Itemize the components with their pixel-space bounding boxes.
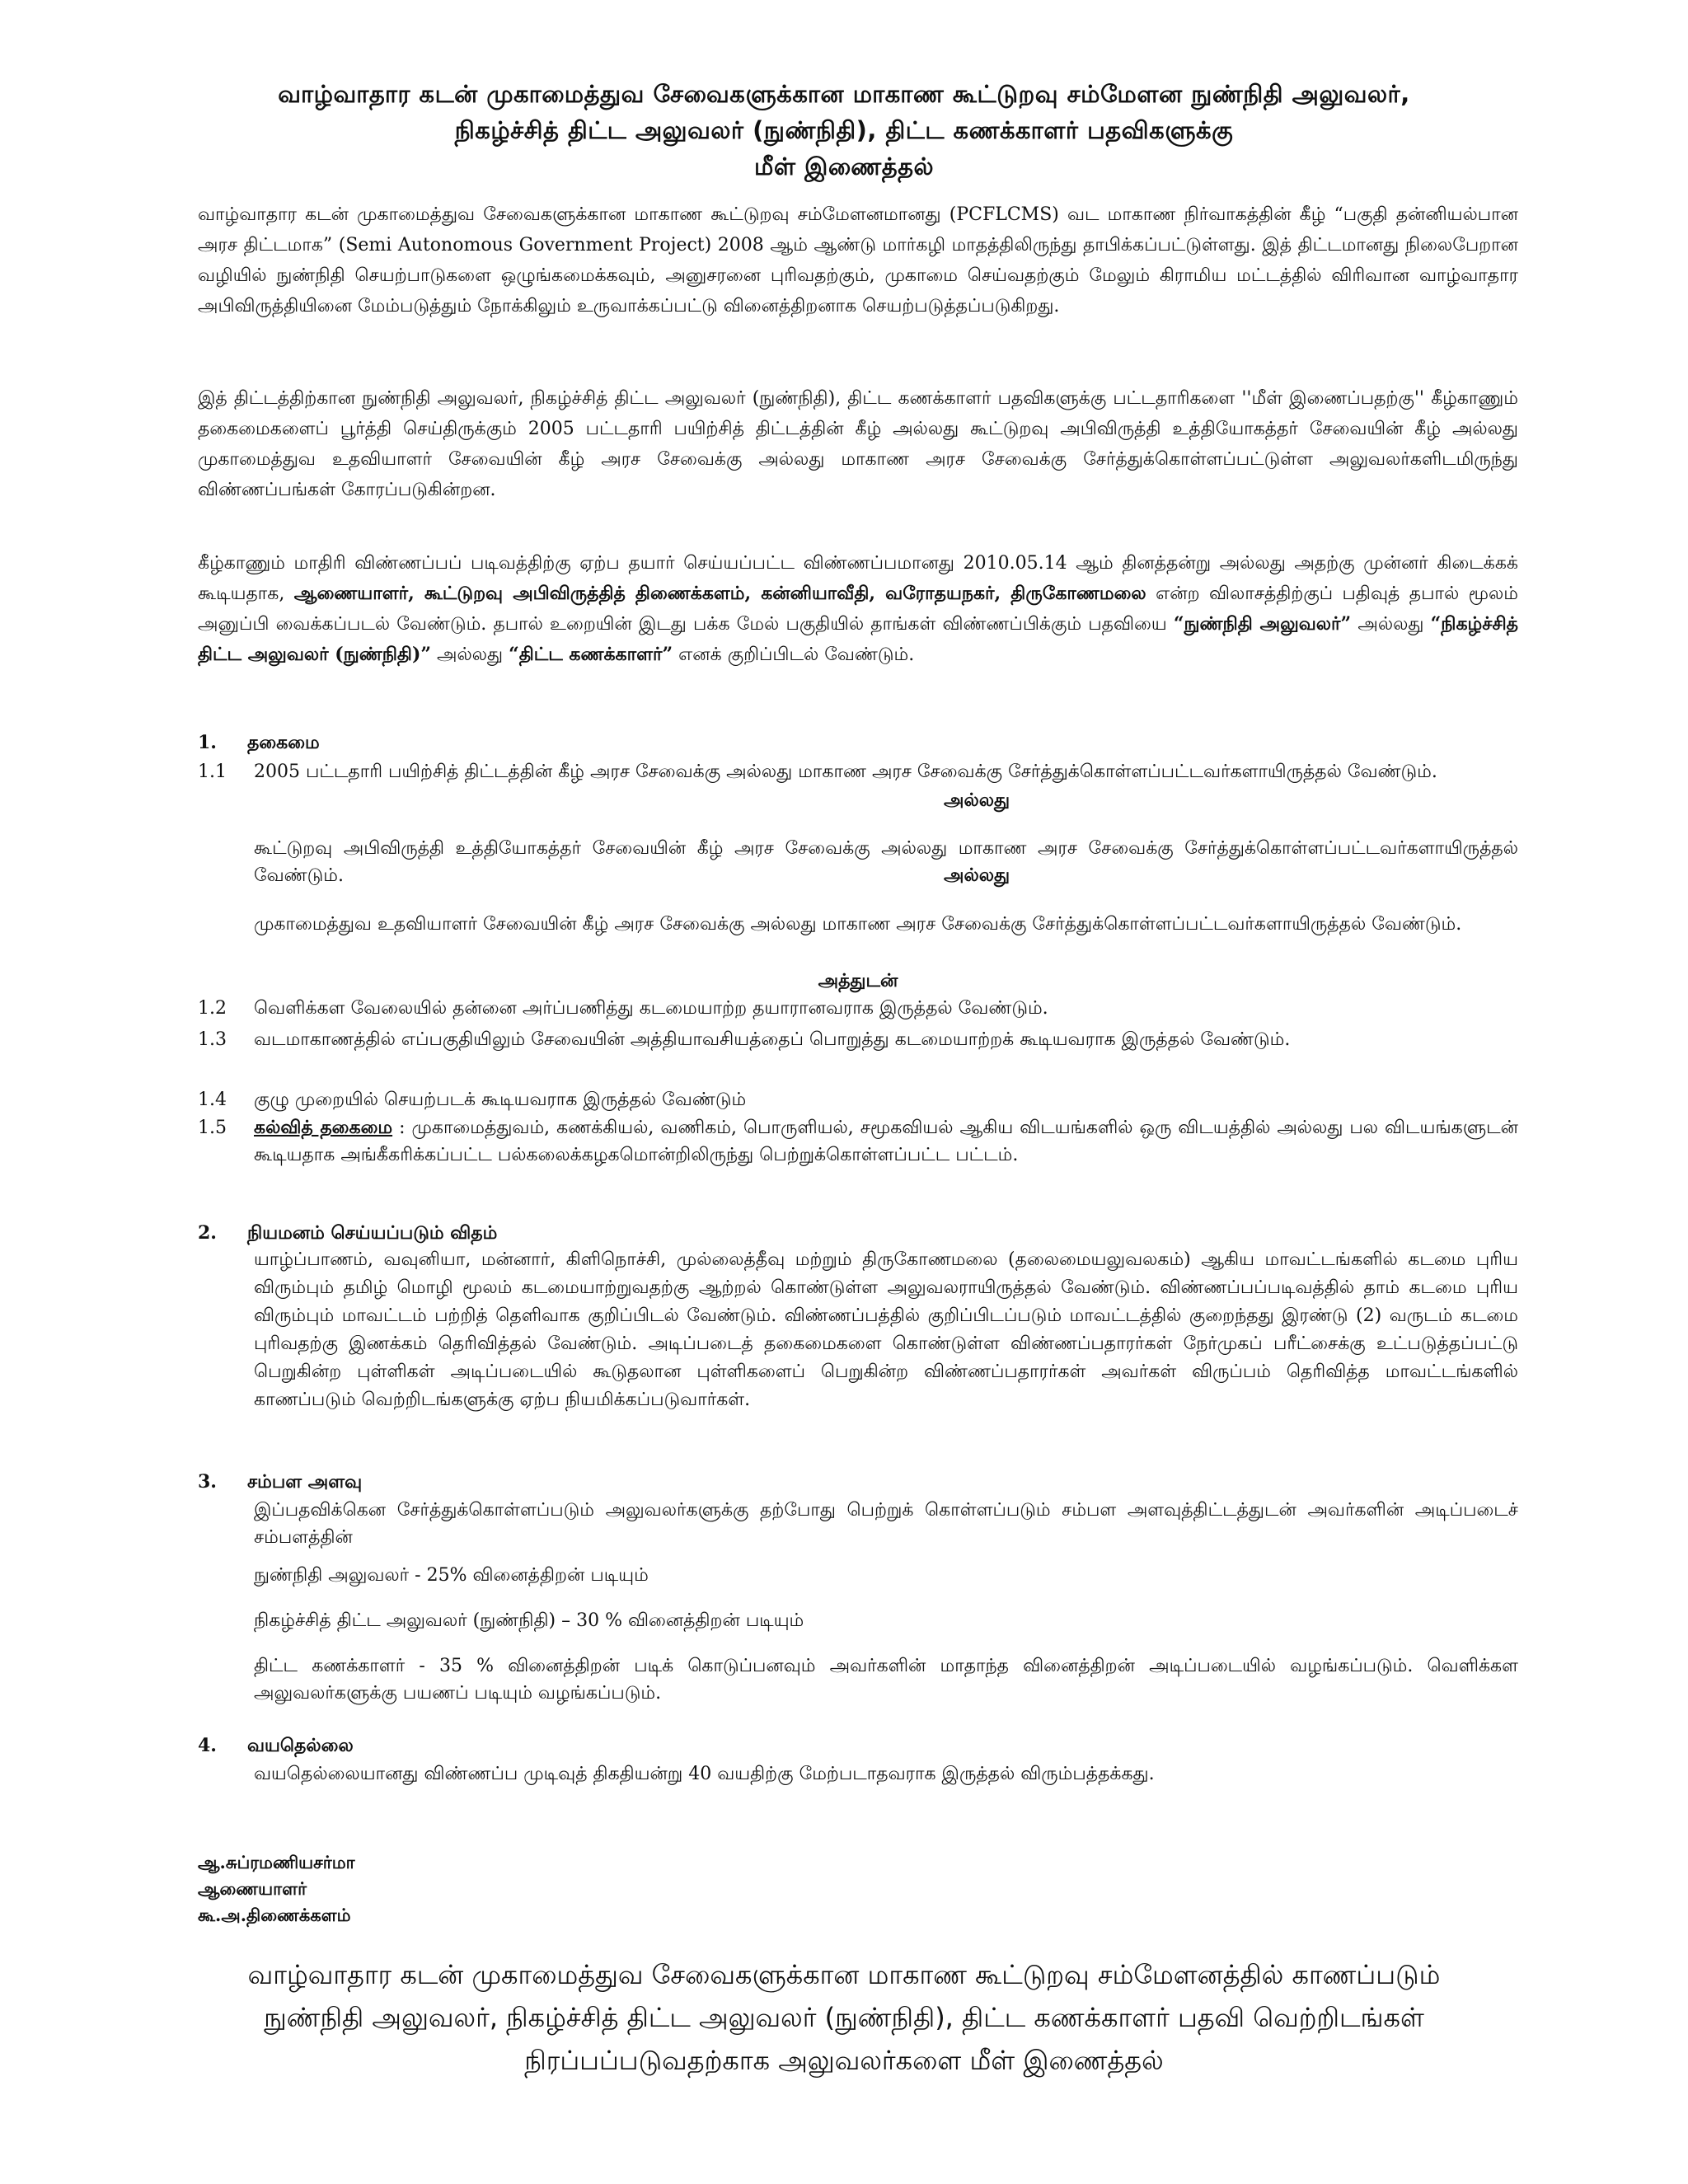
p3-post-3: “திட்ட கணக்காளர்”: [509, 644, 673, 665]
title-line-1: வாழ்வாதார கடன் முகாமைத்துவ சேவைகளுக்கான மாகாண கூட்டுறவு சம்மேளன நுண்நிதி அலுவலர்,: [278, 80, 1410, 108]
item-1-5-number: 1.5: [198, 1118, 227, 1138]
education-qualification-text: : முகாமைத்துவம், கணக்கியல், வணிகம், பொருளியல், சமூகவியல் ஆகிய விடயங்களில் ஒரு விடயத்தில் அல்லது பல விடயங்களுடன் கூடியதாக அங்கீகரிக்கப்பட்ட பல்கலைக்கழகமொன்றிலிருந்து பெற்றுக்கொள்ளப்பட்ட பட்டம்.: [254, 1118, 1518, 1165]
p3-text-e: அல்லது: [1351, 614, 1431, 635]
document-title: [165, 76, 1523, 185]
p3-text-i: எனக் குறிப்பிடல் வேண்டும்.: [673, 644, 915, 665]
item-1-1-option-3: முகாமைத்துவ உதவியாளர் சேவையின் கீழ் அரச சேவைக்கு அல்லது மாகாண அரச சேவைக்கு சேர்த்துக்கொள்ளப்பட்டவர்களாயிருத்தல் வேண்டும்.: [254, 914, 1462, 935]
p3-text-g: அல்லது: [431, 644, 509, 665]
signature-role: ஆணையாளர்: [198, 1878, 307, 1899]
item-1-3-number: 1.3: [198, 1029, 227, 1050]
signature-department: கூ.அ.திணைக்களம்: [198, 1905, 351, 1925]
item-1-1-option-2: கூட்டுறவு அபிவிருத்தி உத்தியோகத்தர் சேவையின் கீழ் அரச சேவைக்கு அல்லது மாகாண அரச சேவைக்கு சேர்த்துக்கொள்ளப்பட்டவர்களாயிருத்தல் வேண்டும்.: [254, 838, 1518, 886]
signature-name: ஆ.சுப்ரமணியசர்மா: [198, 1852, 355, 1872]
p3-text-a: கீழ்காணும் மாதிரி விண்ணப்பப் படிவத்திற்கு ஏற்ப தயார் செய்யப்பட்ட விண்ணப்பமானது 2010.05.14 ஆம் தினத்தன்று அல்லது அதற்கு முன்னர் கிடைக்கக் கூடியதாக,: [198, 553, 1518, 604]
section-3-text: இப்பதவிக்கென சேர்த்துக்கொள்ளப்படும் அலுவலர்களுக்கு தற்போது பெற்றுக் கொள்ளப்படும் சம்பள அளவுத்திட்டத்துடன் அவர்களின் அடிப்படைச் சம்பளத்தின்: [254, 1500, 1518, 1548]
salary-line-program-officer: நிகழ்ச்சித் திட்ட அலுவலர் (நுண்நிதி) – 30 % வினைத்திறன் படியும்: [254, 1610, 804, 1631]
item-1-4-text: குழு முறையில் செயற்படக் கூடியவராக இருத்தல் வேண்டும்: [254, 1090, 747, 1110]
intro-paragraph-2: இத் திட்டத்திற்கான நுண்நிதி அலுவலர், நிகழ்ச்சித் திட்ட அலுவலர் (நுண்நிதி), திட்ட கணக்காளர் பதவிகளுக்கு பட்டதாரிகளை ''மீள் இணைப்பதற்கு'' கீழ்காணும் தகைமைகளைப் பூர்த்தி செய்திருக்கும் 2005 பட்டதாரி பயிற்சித் திட்டத்தின் கீழ் அல்லது கூட்டுறவு அபிவிருத்தி உத்தியோகத்தர் சேவையின் கீழ் அல்லது முகாமைத்துவ உதவியாளர் சேவையின் கீழ் அரச சேவைக்கு அல்லது மாகாண அரச சேவைக்கு சேர்த்துக்கொள்ளப்பட்டுள்ள அலுவலர்களிடமிருந்து விண்ணப்பங்கள் கோரப்படுகின்றன.: [198, 388, 1518, 500]
section-4-number: 4.: [198, 1735, 217, 1756]
education-qualification-label: கல்வித் தகைமை: [254, 1117, 393, 1138]
p3-address: ஆணையாளர், கூட்டுறவு அபிவிருத்தித் திணைக்களம், கன்னியாவீதி, வரோதயநகர், திருகோணமலை: [293, 583, 1146, 604]
bottom-title-line-3: நிரப்பப்படுவதற்காக அலுவலர்களை மீள் இணைத்தல்: [524, 2045, 1164, 2076]
item-1-2-text: வெளிக்கள வேலையில் தன்னை அர்ப்பணித்து கடமையாற்ற தயாரானவராக இருத்தல் வேண்டும்.: [254, 998, 1048, 1019]
section-1-number: 1.: [198, 732, 217, 753]
application-form-title: [165, 1953, 1523, 2082]
item-1-1-number: 1.1: [198, 762, 227, 782]
section-1-title: தகைமை: [247, 732, 320, 753]
or-word-2: அல்லது: [944, 865, 1010, 886]
section-2-heading: [198, 1220, 1518, 1246]
salary-line-project-accountant: திட்ட கணக்காளர் - 35 % வினைத்திறன் படிக் கொடுப்பனவும் அவர்களின் மாதாந்த வினைத்திறன் அடிப்படையில் வழங்கப்படும். வெளிக்கள அலுவலர்களுக்கு பயணப் படியும் வழங்கப்படும்.: [254, 1656, 1518, 1704]
section-3-title: சம்பள அளவு: [247, 1471, 363, 1493]
item-1-3-text: வடமாகாணத்தில் எப்பகுதியிலும் சேவையின் அத்தியாவசியத்தைப் பொறுத்து கடமையாற்றக் கூடியவராக இருத்தல் வேண்டும்.: [254, 1029, 1291, 1050]
title-line-3: மீள் இணைத்தல்: [753, 152, 935, 180]
title-line-2: நிகழ்ச்சித் திட்ட அலுவலர் (நுண்நிதி), திட்ட கணக்காளர் பதவிகளுக்கு: [454, 116, 1234, 144]
section-4-heading: [198, 1732, 1518, 1759]
section-2-number: 2.: [198, 1222, 217, 1244]
section-3-heading: [198, 1469, 1518, 1495]
item-1-4-number: 1.4: [198, 1090, 227, 1110]
p3-post-2: “நிகழ்ச்சித் திட்ட அலுவலர் (நுண்நிதி)”: [198, 613, 1518, 665]
intro-paragraph-3: [198, 548, 1518, 670]
section-2-text: யாழ்ப்பாணம், வவுனியா, மன்னார், கிளிநொச்சி, முல்லைத்தீவு மற்றும் திருகோணமலை (தலைமையலுவலகம்) ஆகிய மாவட்டங்களில் கடமை புரிய விரும்பும் தமிழ் மொழி மூலம் கடமையாற்றுவதற்கு ஆற்றல் கொண்டுள்ள அலுவலராயிருத்தல் வேண்டும். விண்ணப்பப்படிவத்தில் தாம் கடமை புரிய விரும்பும் மாவட்டம் பற்றித் தெளிவாக குறிப்பிடல் வேண்டும். விண்ணப்பத்தில் குறிப்பிடப்படும் மாவட்டத்தில் குறைந்தது இரண்டு (2) வருடம் கடமை புரிவதற்கு இணக்கம் தெரிவித்தல் வேண்டும். அடிப்படைத் தகைமைகளை கொண்டுள்ள விண்ணப்பதாரர்கள் நேர்முகப் பரீட்சைக்கு உட்படுத்தப்பட்டு பெறுகின்ற புள்ளிகள் அடிப்படையில் கூடுதலான புள்ளிகளைப் பெறுகின்ற விண்ணப்பதாரர்கள் அவர்கள் விருப்பம் தெரிவித்த மாவட்டங்களில் காணப்படும் வெற்றிடங்களுக்கு ஏற்ப நியமிக்கப்படுவார்கள்.: [254, 1249, 1518, 1410]
p3-text-c: என்ற விலாசத்திற்குப் பதிவுத் தபால் மூலம் அனுப்பி வைக்கப்படல் வேண்டும். தபால் உறையின் இடது பக்க மேல் பகுதியில் தாங்கள் விண்ணப்பிக்கும் பதவியை: [198, 583, 1518, 635]
item-1-5: [198, 1114, 1518, 1169]
item-1-4: [198, 1086, 1518, 1113]
item-1-5-text: [254, 1114, 1518, 1169]
bottom-title-line-1: வாழ்வாதார கடன் முகாமைத்துவ சேவைகளுக்கான மாகாண கூட்டுறவு சம்மேளனத்தில் காணப்படும்: [247, 1959, 1441, 1990]
bottom-title-line-2: நுண்நிதி அலுவலர், நிகழ்ச்சித் திட்ட அலுவலர் (நுண்நிதி), திட்ட கணக்காளர் பதவி வெற்றிடங்கள்: [264, 2002, 1424, 2033]
salary-line-micro-finance-officer: நுண்நிதி அலுவலர் - 25% வினைத்திறன் படியும்: [254, 1565, 649, 1586]
intro-paragraph-1: வாழ்வாதார கடன் முகாமைத்துவ சேவைகளுக்கான மாகாண கூட்டுறவு சம்மேளனமானது (PCFLCMS) வட மாகாண நிர்வாகத்தின் கீழ் “பகுதி தன்னியல்பான அரச திட்டமாக” (Semi Autonomous Government Project) 2008 ஆம் ஆண்டு மார்கழி மாதத்திலிருந்து தாபிக்கப்பட்டுள்ளது. இத் திட்டமானது நிலைபேறான வழியில் நுண்நிதி செயற்பாடுகளை ஒழுங்கமைக்கவும், அனுசரனை புரிவதற்கும், முகாமை செய்வதற்கும் மேலும் கிராமிய மட்டத்தில் விரிவான வாழ்வாதார அபிவிருத்தியினை மேம்படுத்தும் நோக்கிலும் உருவாக்கப்பட்டு வினைத்திறனாக செயற்படுத்தப்படுகிறது.: [198, 204, 1518, 316]
item-1-1-text: 2005 பட்டதாரி பயிற்சித் திட்டத்தின் கீழ் அரச சேவைக்கு அல்லது மாகாண அரச சேவைக்கு சேர்த்துக்கொள்ளப்பட்டவர்களாயிருத்தல் வேண்டும்.: [254, 762, 1437, 782]
item-1-1: [198, 758, 1518, 785]
section-1-heading: [198, 729, 1518, 756]
section-3-number: 3.: [198, 1471, 217, 1493]
item-1-2-number: 1.2: [198, 998, 227, 1019]
section-4-text: வயதெல்லையானது விண்ணப்ப முடிவுத் திகதியன்று 40 வயதிற்கு மேற்படாதவராக இருத்தல் விரும்பத்தக்கது.: [254, 1764, 1155, 1784]
section-2-title: நியமனம் செய்யப்படும் விதம்: [247, 1222, 498, 1244]
item-1-3: [198, 1026, 1518, 1053]
and-word: அத்துடன்: [818, 970, 898, 991]
p3-post-1: “நுண்நிதி அலுவலர்”: [1173, 613, 1352, 635]
item-1-2: [198, 995, 1518, 1022]
or-word-1: அல்லது: [944, 790, 1010, 811]
section-4-title: வயதெல்லை: [247, 1735, 354, 1756]
